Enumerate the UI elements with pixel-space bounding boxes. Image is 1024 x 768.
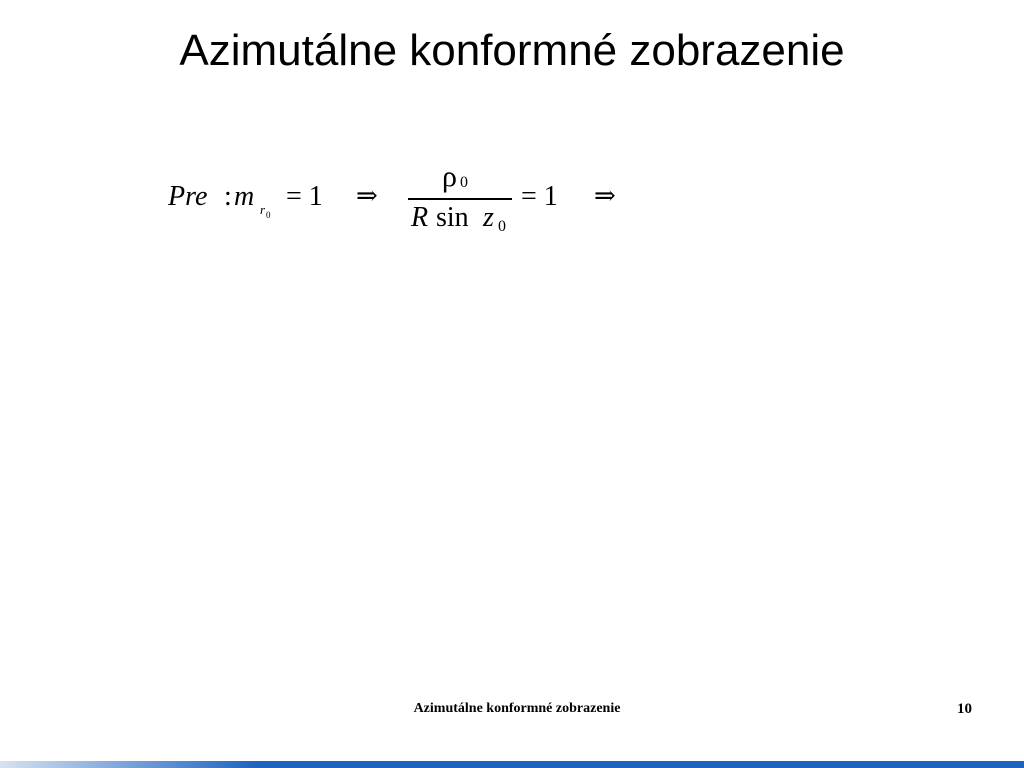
bottom-accent-bar [0, 761, 1024, 768]
formula-equals-one-1: = 1 [286, 181, 323, 212]
footer-title: Azimutálne konformné zobrazenie [413, 701, 621, 716]
formula-rho: ρ [442, 160, 457, 193]
slide-title: Azimutálne konformné zobrazenie [179, 26, 845, 75]
formula-implies-2: ⇒ [594, 181, 616, 210]
formula-z-subscript: 0 [498, 218, 506, 235]
formula-m: m [234, 181, 255, 212]
formula-m-subscript: r [260, 202, 266, 217]
formula-z: z [483, 202, 494, 233]
formula-pre-word: Pre [168, 181, 208, 212]
page-number: 10 [957, 701, 972, 717]
formula-sin: sin [436, 202, 469, 233]
fraction-bar [408, 198, 512, 200]
formula-colon: : [224, 181, 232, 212]
formula-equals-one-2: = 1 [521, 181, 558, 212]
formula-m-subscript-index: 0 [266, 210, 271, 220]
formula-rho-subscript: 0 [460, 174, 468, 191]
formula-R: R [411, 202, 429, 233]
formula-implies-1: ⇒ [356, 181, 378, 210]
